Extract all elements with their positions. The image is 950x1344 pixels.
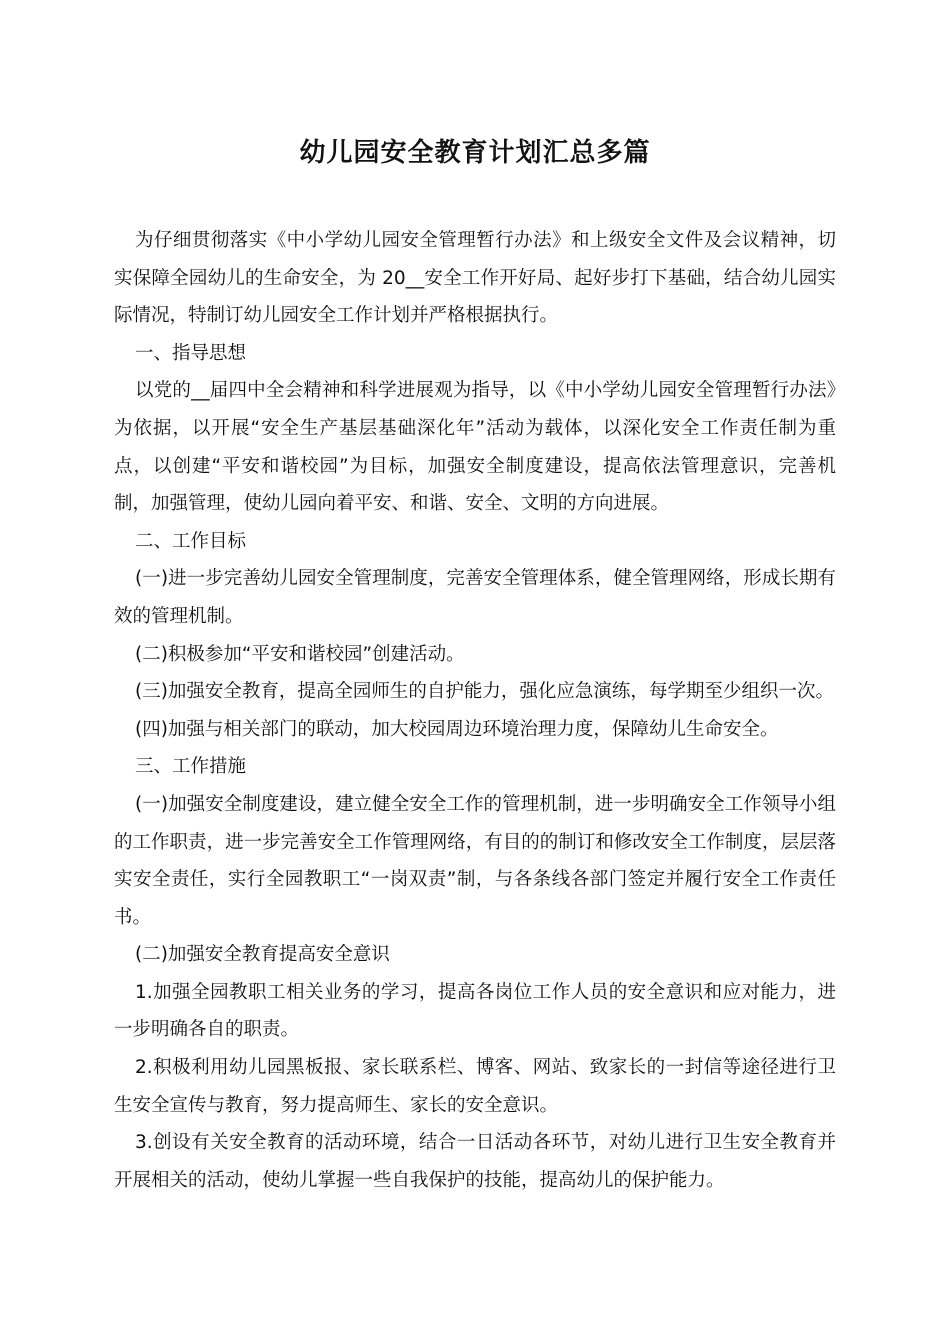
section-heading-work-goals: 二、工作目标 [135, 530, 247, 552]
guiding-ideology-paragraph: 以党的__届四中全会精神和科学进展观为指导，以《中小学幼儿园安全管理暂行办法》为依据，以开展“安全生产基层基础深化年”活动为载体，以深化安全工作责任制为重点，以创建“平安和谐校园”为目标，加强安全制度建设，提高依法管理意识，完善机制，加强管理，使幼儿园向着平安、和谐、安全、文明的方向进展。 [114, 380, 836, 515]
document-title: 幼儿园安全教育计划汇总多篇 [299, 138, 651, 168]
measure-subitem-1: 1.加强全园教职工相关业务的学习，提高各岗位工作人员的安全意识和应对能力，进一步明确各自的职责。 [114, 981, 836, 1041]
goal-item-3: (三)加强安全教育，提高全园师生的自护能力，强化应急演练，每学期至少组织一次。 [135, 681, 834, 703]
measure-subitem-3: 3.创设有关安全教育的活动环境，结合一日活动各环节，对幼儿进行卫生安全教育并开展相关的活动，使幼儿掌握一些自我保护的技能，提高幼儿的保护能力。 [114, 1132, 836, 1191]
document-body [114, 222, 836, 1199]
goal-item-2: (二)积极参加“平安和谐校园”创建活动。 [135, 643, 465, 665]
goal-item-1: (一)进一步完善幼儿园安全管理制度，完善安全管理体系，健全管理网络，形成长期有效的管理机制。 [114, 568, 836, 627]
measure-subitem-2: 2.积极利用幼儿园黑板报、家长联系栏、博客、网站、致家长的一封信等途径进行卫生安全宣传与教育，努力提高师生、家长的安全意识。 [114, 1057, 836, 1116]
intro-paragraph: 为仔细贯彻落实《中小学幼儿园安全管理暂行办法》和上级安全文件及会议精神，切实保障全园幼儿的生命安全，为 20__安全工作开好局、起好步打下基础，结合幼儿园实际情况，特制订幼儿园安全工作计划并严格根据执行。 [114, 230, 836, 327]
section-heading-guiding-ideology: 一、指导思想 [135, 342, 247, 364]
measure-item-2-heading: (二)加强安全教育提高安全意识 [135, 944, 390, 966]
section-heading-work-measures: 三、工作措施 [135, 756, 247, 778]
goal-item-4: (四)加强与相关部门的联动，加大校园周边环境治理力度，保障幼儿生命安全。 [135, 718, 779, 740]
measure-item-1: (一)加强安全制度建设，建立健全安全工作的管理机制，进一步明确安全工作领导小组的工作职责，进一步完善安全工作管理网络，有目的的制订和修改安全工作制度，层层落实安全责任，实行全园教职工“一岗双责”制，与各条线各部门签定并履行安全工作责任书。 [114, 793, 836, 928]
